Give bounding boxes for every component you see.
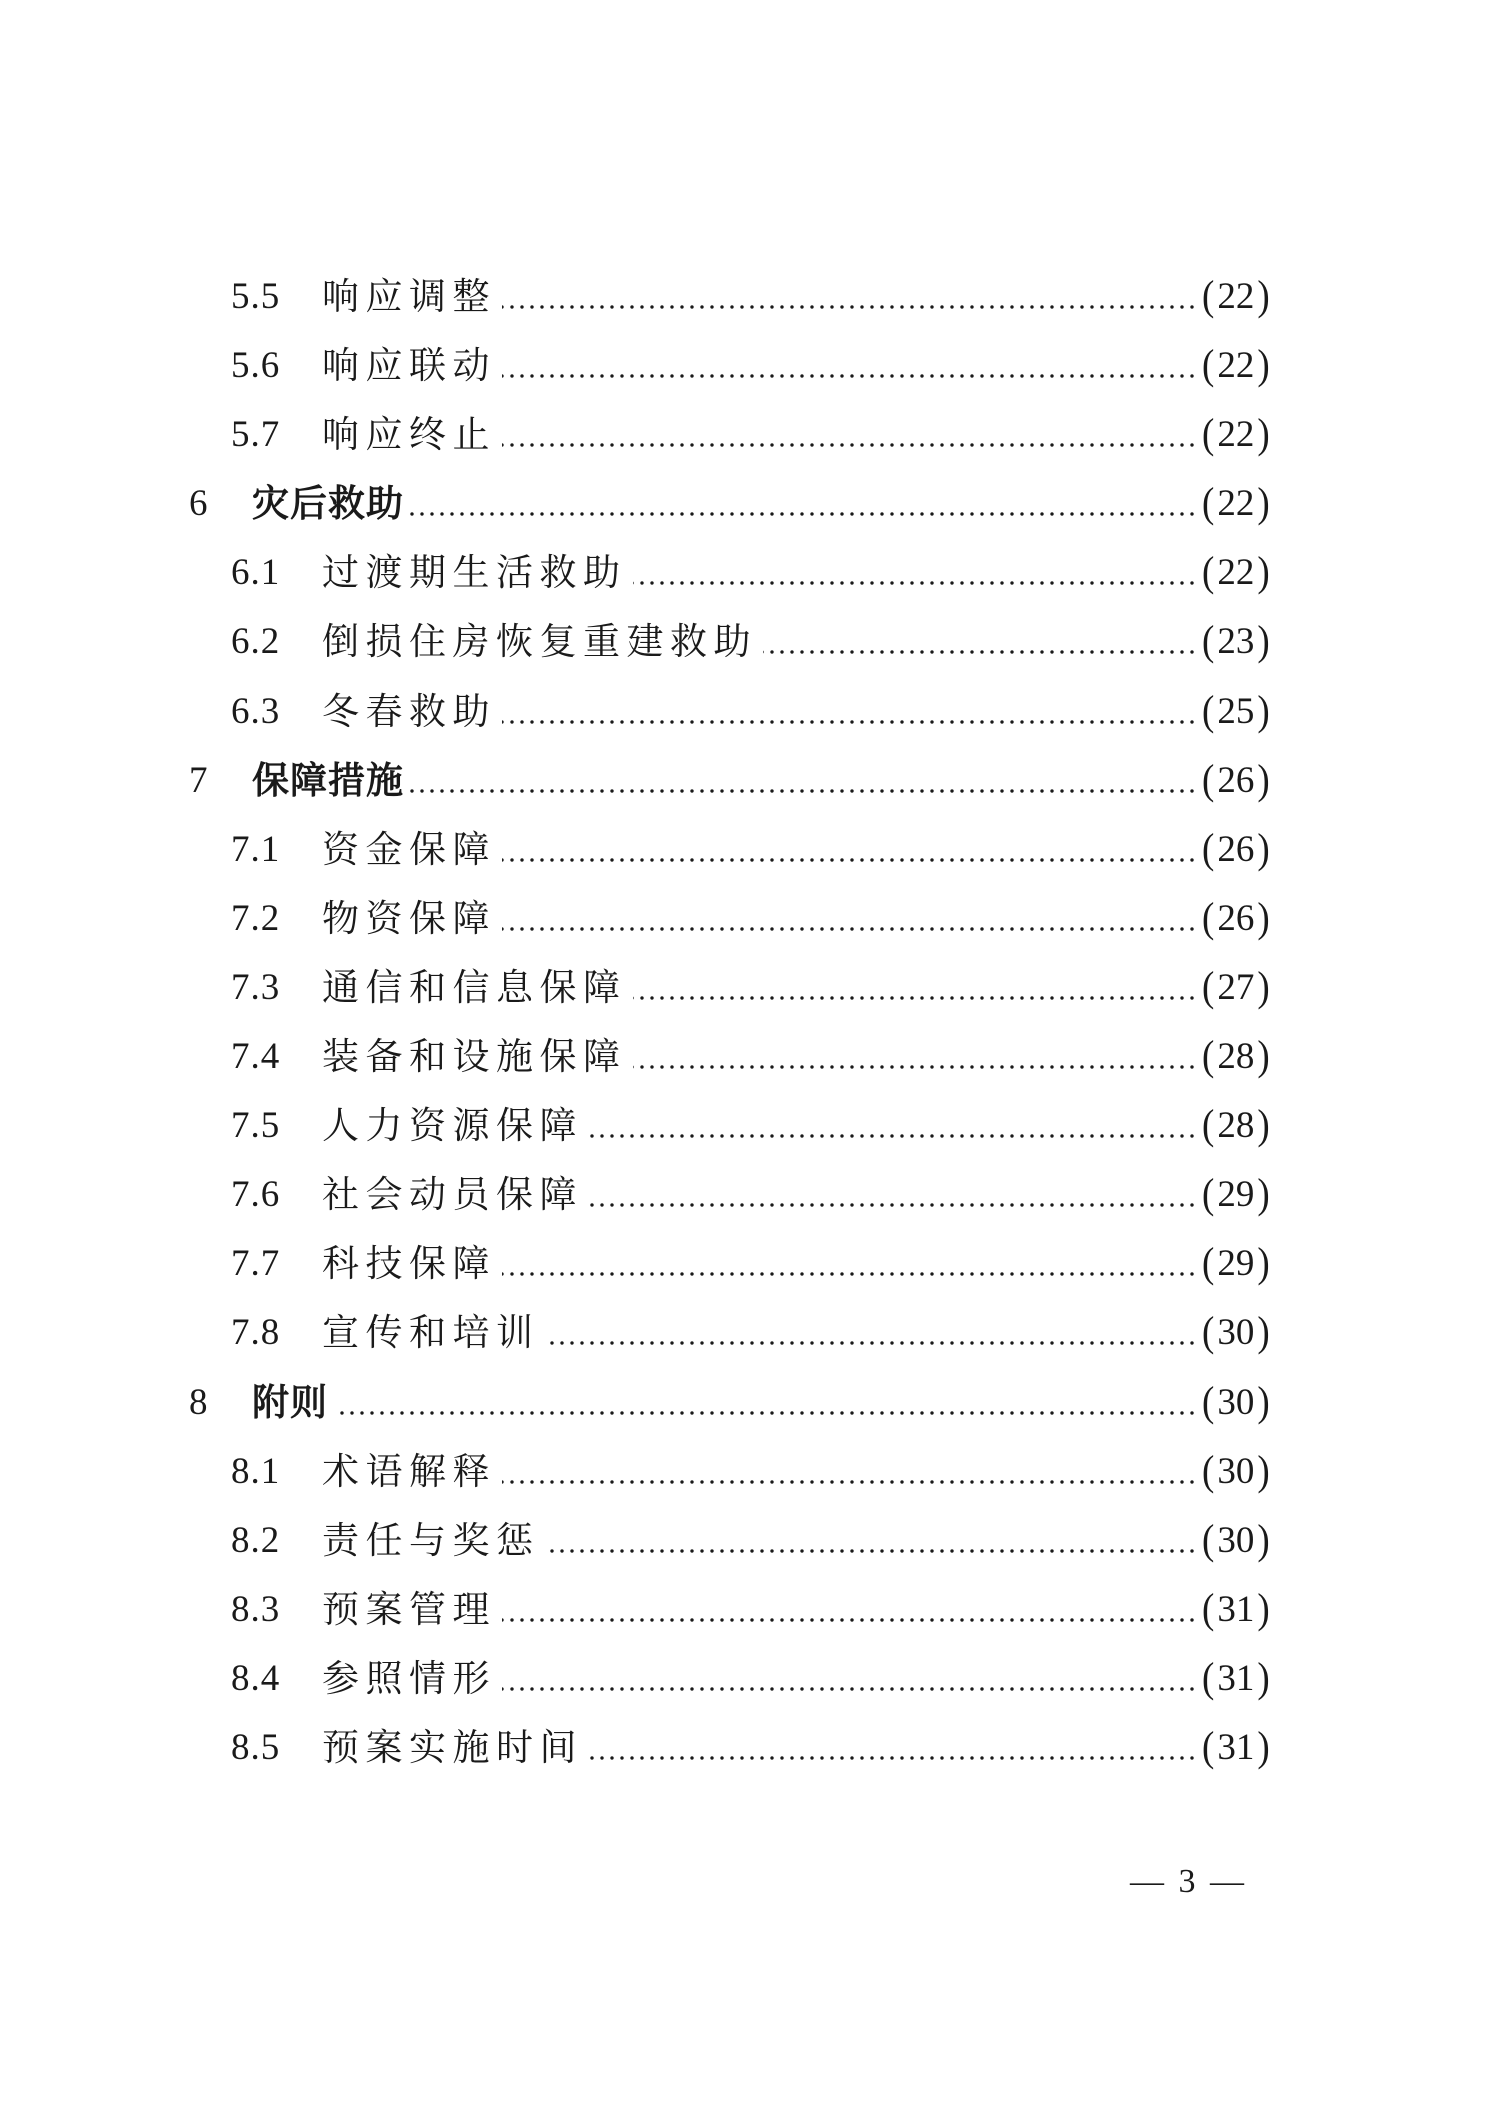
toc-entry-number: 6.1: [231, 552, 281, 594]
toc-entry-title: 社会动员保障: [322, 1160, 585, 1229]
toc-entry-number: 8.3: [231, 1588, 281, 1630]
right-paren: ): [1257, 894, 1270, 942]
right-paren: ): [1257, 1378, 1270, 1426]
left-paren: (: [1202, 1378, 1215, 1426]
toc-entry-number: 7: [189, 759, 209, 801]
table-of-contents: [0, 262, 1487, 1782]
toc-entry-page: [1198, 1644, 1270, 1713]
toc-entry-page: [1198, 1160, 1270, 1229]
toc-dot-leader: [502, 443, 1197, 447]
toc-dot-leader: [502, 1687, 1197, 1691]
toc-entry-number: 5.7: [231, 414, 281, 456]
toc-section-entry: [0, 1160, 1487, 1229]
toc-entry-page: [1198, 538, 1270, 607]
left-paren: (: [1202, 1585, 1215, 1633]
toc-dot-leader: [589, 1203, 1197, 1207]
toc-section-entry: [0, 1713, 1487, 1782]
toc-page-number: 26: [1217, 759, 1255, 801]
toc-dot-leader: [410, 512, 1197, 516]
toc-entry-page: [1198, 469, 1270, 538]
toc-entry-title: 响应调整: [322, 262, 498, 331]
toc-section-entry: [0, 1575, 1487, 1644]
toc-entry-title: 预案管理: [322, 1575, 498, 1644]
right-paren: ): [1257, 825, 1270, 873]
toc-entry-page: [1198, 1506, 1270, 1575]
toc-section-entry: [0, 538, 1487, 607]
toc-section-entry: [0, 400, 1487, 469]
right-paren: ): [1257, 272, 1270, 321]
left-paren: (: [1202, 272, 1215, 321]
toc-section-entry: [0, 1298, 1487, 1367]
toc-page-number: 31: [1217, 1657, 1255, 1699]
toc-dot-leader: [633, 581, 1197, 585]
toc-chapter-entry: [0, 469, 1487, 538]
toc-entry-title: 科技保障: [322, 1229, 498, 1298]
toc-dot-leader: [502, 1272, 1197, 1276]
left-paren: (: [1202, 342, 1215, 390]
toc-page-number: 28: [1217, 1036, 1255, 1078]
toc-dot-leader: [589, 1134, 1197, 1138]
toc-page-number: 22: [1217, 552, 1255, 594]
toc-section-entry: [0, 884, 1487, 953]
toc-entry-title: 参照情形: [322, 1644, 498, 1713]
toc-entry-title: 装备和设施保障: [322, 1022, 629, 1091]
toc-page-number: 31: [1217, 1588, 1255, 1630]
toc-page-number: 26: [1217, 828, 1255, 870]
toc-page-number: 31: [1217, 1726, 1255, 1768]
left-paren: (: [1202, 1240, 1215, 1288]
left-paren: (: [1202, 618, 1215, 666]
toc-page-number: 29: [1217, 1243, 1255, 1285]
toc-page-number: 23: [1217, 621, 1255, 663]
toc-section-entry: [0, 1091, 1487, 1160]
right-paren: ): [1257, 687, 1270, 735]
toc-page-number: 30: [1217, 1312, 1255, 1354]
left-paren: (: [1202, 687, 1215, 735]
toc-entry-number: 5.5: [231, 276, 281, 317]
right-paren: ): [1257, 1240, 1270, 1288]
toc-entry-page: [1198, 262, 1270, 331]
right-paren: ): [1257, 480, 1270, 528]
right-paren: ): [1257, 411, 1270, 459]
toc-page-number: 27: [1217, 966, 1255, 1008]
right-paren: ): [1257, 1585, 1270, 1633]
toc-dot-leader: [546, 1549, 1197, 1553]
toc-dot-leader: [589, 1756, 1197, 1760]
left-paren: (: [1202, 549, 1215, 597]
toc-entry-title: 保障措施: [252, 746, 406, 815]
toc-entry-page: [1198, 815, 1270, 884]
toc-entry-page: [1198, 677, 1270, 746]
toc-entry-number: 7.8: [231, 1312, 281, 1354]
toc-entry-title: 物资保障: [322, 884, 498, 953]
right-paren: ): [1257, 618, 1270, 666]
right-paren: ): [1257, 342, 1270, 390]
toc-entry-title: 倒损住房恢复重建救助: [322, 607, 759, 676]
right-paren: ): [1257, 756, 1270, 804]
toc-entry-number: 8.4: [231, 1657, 281, 1699]
right-paren: ): [1257, 963, 1270, 1012]
toc-entry-title: 宣传和培训: [322, 1298, 542, 1367]
left-paren: (: [1202, 1516, 1215, 1564]
left-paren: (: [1202, 1102, 1215, 1150]
toc-dot-leader: [502, 1480, 1197, 1484]
toc-entry-number: 8.1: [231, 1450, 281, 1492]
toc-section-entry: [0, 1644, 1487, 1713]
toc-entry-number: 8.2: [231, 1519, 281, 1561]
left-paren: (: [1202, 1032, 1215, 1081]
left-paren: (: [1202, 1171, 1215, 1219]
right-paren: ): [1257, 1723, 1270, 1772]
right-paren: ): [1257, 1309, 1270, 1357]
toc-entry-title: 响应终止: [322, 400, 498, 469]
right-paren: ): [1257, 1171, 1270, 1219]
toc-chapter-entry: [0, 746, 1487, 815]
right-paren: ): [1257, 1516, 1270, 1564]
toc-entry-number: 6.3: [231, 690, 281, 732]
toc-entry-title: 过渡期生活救助: [322, 538, 629, 607]
left-paren: (: [1202, 411, 1215, 459]
toc-entry-title: 附则: [252, 1368, 330, 1437]
toc-section-entry: [0, 1022, 1487, 1091]
toc-entry-title: 通信和信息保障: [322, 953, 629, 1022]
toc-chapter-entry: [0, 1368, 1487, 1437]
toc-section-entry: [0, 815, 1487, 884]
toc-entry-title: 冬春救助: [322, 677, 498, 746]
toc-section-entry: [0, 1437, 1487, 1506]
toc-section-entry: [0, 1229, 1487, 1298]
toc-entry-page: [1198, 1437, 1270, 1506]
toc-page-number: 30: [1217, 1450, 1255, 1492]
toc-entry-number: 8: [189, 1381, 209, 1423]
toc-dot-leader: [633, 1065, 1197, 1069]
toc-entry-number: 7.3: [231, 966, 281, 1008]
left-paren: (: [1202, 756, 1215, 804]
toc-dot-leader: [502, 374, 1197, 378]
toc-page-number: 29: [1217, 1174, 1255, 1216]
toc-entry-number: 7.1: [231, 828, 281, 870]
toc-page-number: 22: [1217, 483, 1255, 525]
page-number-footer: — 3 —: [1130, 1863, 1244, 1900]
toc-entry-number: 7.6: [231, 1174, 281, 1216]
toc-entry-page: [1198, 746, 1270, 815]
toc-page-number: 26: [1217, 897, 1255, 939]
right-paren: ): [1257, 1032, 1270, 1081]
left-paren: (: [1202, 1309, 1215, 1357]
toc-page-number: 30: [1217, 1381, 1255, 1423]
toc-section-entry: [0, 607, 1487, 676]
left-paren: (: [1202, 1654, 1215, 1702]
toc-entry-page: [1198, 331, 1270, 400]
right-paren: ): [1257, 1102, 1270, 1150]
toc-entry-page: [1198, 1298, 1270, 1367]
toc-entry-title: 责任与奖惩: [322, 1506, 542, 1575]
toc-entry-number: 7.4: [231, 1036, 281, 1078]
toc-entry-title: 术语解释: [322, 1437, 498, 1506]
toc-entry-page: [1198, 1368, 1270, 1437]
toc-entry-page: [1198, 1022, 1270, 1091]
toc-entry-page: [1198, 884, 1270, 953]
toc-dot-leader: [334, 1411, 1197, 1415]
toc-entry-title: 资金保障: [322, 815, 498, 884]
toc-entry-page: [1198, 400, 1270, 469]
toc-entry-number: 7.7: [231, 1243, 281, 1285]
toc-dot-leader: [763, 650, 1197, 654]
toc-entry-number: 6: [189, 483, 209, 525]
toc-section-entry: [0, 262, 1487, 331]
toc-page-number: 30: [1217, 1519, 1255, 1561]
toc-section-entry: [0, 677, 1487, 746]
toc-page-number: 22: [1217, 414, 1255, 456]
toc-entry-number: 7.2: [231, 897, 281, 939]
toc-entry-number: 8.5: [231, 1726, 281, 1768]
toc-page-number: 25: [1217, 690, 1255, 732]
right-paren: ): [1257, 1447, 1270, 1495]
toc-entry-number: 6.2: [231, 621, 281, 663]
left-paren: (: [1202, 1447, 1215, 1495]
toc-dot-leader: [502, 1618, 1197, 1622]
left-paren: (: [1202, 825, 1215, 873]
toc-entry-title: 响应联动: [322, 331, 498, 400]
toc-page-number: 28: [1217, 1105, 1255, 1147]
toc-dot-leader: [502, 927, 1197, 931]
toc-dot-leader: [502, 305, 1197, 309]
toc-dot-leader: [410, 789, 1197, 793]
right-paren: ): [1257, 1654, 1270, 1702]
toc-entry-page: [1198, 1229, 1270, 1298]
toc-entry-number: 5.6: [231, 345, 281, 387]
toc-dot-leader: [502, 858, 1197, 862]
left-paren: (: [1202, 480, 1215, 528]
toc-entry-page: [1198, 1091, 1270, 1160]
left-paren: (: [1202, 894, 1215, 942]
toc-section-entry: [0, 1506, 1487, 1575]
toc-entry-page: [1198, 607, 1270, 676]
toc-entry-page: [1198, 953, 1270, 1022]
toc-dot-leader: [633, 996, 1197, 1000]
left-paren: (: [1202, 963, 1215, 1012]
toc-entry-number: 7.5: [231, 1105, 281, 1147]
toc-page-number: 22: [1217, 345, 1255, 387]
right-paren: ): [1257, 549, 1270, 597]
toc-entry-page: [1198, 1713, 1270, 1782]
toc-dot-leader: [546, 1341, 1197, 1345]
toc-entry-title: 人力资源保障: [322, 1091, 585, 1160]
toc-page-number: 22: [1217, 276, 1255, 317]
left-paren: (: [1202, 1723, 1215, 1772]
toc-section-entry: [0, 331, 1487, 400]
toc-section-entry: [0, 953, 1487, 1022]
toc-entry-page: [1198, 1575, 1270, 1644]
toc-entry-title: 预案实施时间: [322, 1713, 585, 1782]
toc-dot-leader: [502, 720, 1197, 724]
toc-entry-title: 灾后救助: [252, 469, 406, 538]
